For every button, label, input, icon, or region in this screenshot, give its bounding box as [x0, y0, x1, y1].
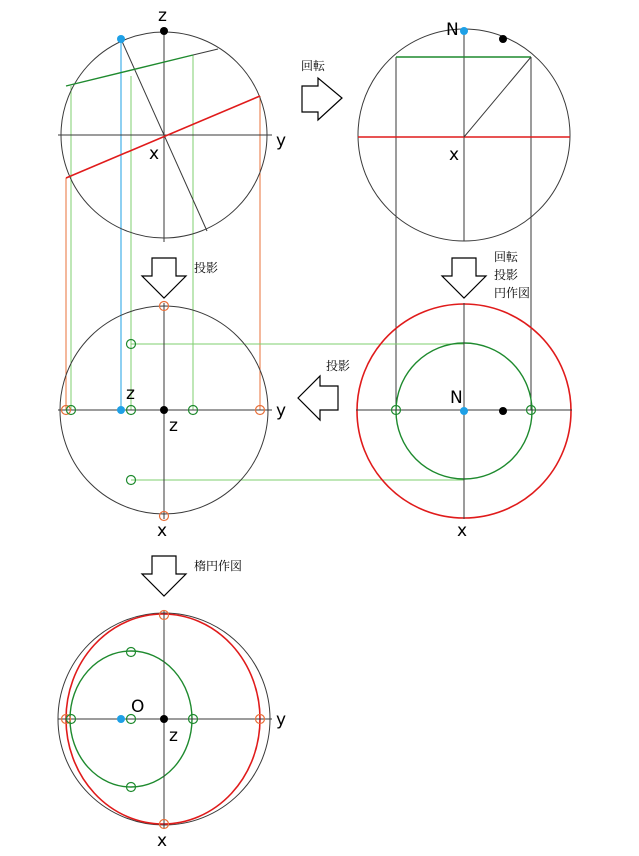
center-point: [160, 406, 168, 414]
panel-top-left: [58, 6, 286, 410]
arrow-ellipse-draw: [142, 556, 242, 596]
label-x: x: [149, 144, 160, 164]
green-chord-ext: [193, 49, 218, 55]
panel-middle-left: [58, 302, 464, 542]
red-chord: [66, 96, 260, 178]
black-point: [499, 35, 507, 43]
arrow-rotate: [301, 58, 342, 120]
blue-pole-point: [460, 27, 468, 35]
label-y: y: [276, 401, 287, 421]
center-point: [160, 715, 168, 723]
arrow-down-icon: [142, 258, 186, 298]
label-z-upper: z: [126, 384, 135, 404]
label-origin: O: [131, 697, 145, 717]
diagonal-line: [464, 57, 531, 137]
arrow-rotate-label: 回転: [301, 59, 326, 73]
arrow-label-line3: 円作図: [494, 286, 531, 300]
arrow-project-right: [298, 358, 350, 420]
blue-pole-point: [117, 715, 125, 723]
arrow-left-icon: [298, 376, 338, 420]
label-x: x: [457, 521, 468, 541]
arrow-label-line1: 回転: [494, 250, 519, 264]
label-x: x: [449, 145, 460, 165]
green-chord: [66, 55, 193, 86]
label-north: N: [450, 388, 463, 408]
arrow-ellipse-draw-label: 楕円作図: [194, 559, 243, 573]
label-north: N: [446, 20, 459, 40]
blue-pole-point: [117, 406, 125, 414]
arrow-project-left-label: 投影: [194, 261, 219, 275]
arrow-right-icon: [302, 78, 342, 120]
arrow-label-line2: 投影: [494, 268, 519, 282]
panel-bottom-left: [58, 611, 286, 852]
blue-pole-point: [460, 407, 468, 415]
arrow-project-right-label: 投影: [326, 359, 351, 373]
label-z-lower: z: [169, 416, 178, 436]
label-y: y: [276, 131, 287, 151]
label-z: z: [169, 726, 178, 746]
z-pole-point: [160, 27, 168, 35]
label-y: y: [276, 710, 287, 730]
arrow-down-icon: [142, 556, 186, 596]
arrow-rotate-project-draw: [442, 249, 530, 300]
black-point: [499, 407, 507, 415]
label-x: x: [157, 831, 168, 851]
green-markers: [67, 340, 198, 485]
projection-lines-to-middle: [66, 39, 260, 410]
panel-middle-right: [356, 303, 572, 541]
label-z: z: [158, 6, 167, 26]
arrow-project-left: [142, 258, 218, 298]
label-x: x: [157, 521, 168, 541]
arrow-down-icon: [442, 258, 486, 298]
blue-pole-point: [117, 35, 125, 43]
